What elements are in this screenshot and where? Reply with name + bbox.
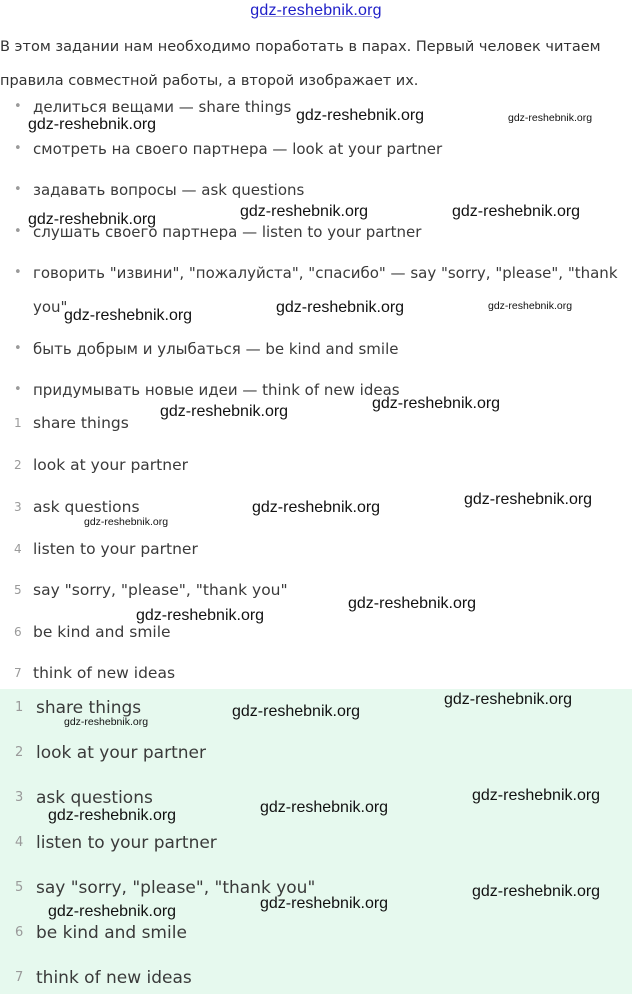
bullet-dot-icon: •: [14, 382, 22, 397]
watermark: gdz-reshebnik.org: [28, 116, 157, 133]
watermark: gdz-reshebnik.org: [260, 895, 389, 912]
item-text: look at your partner: [36, 743, 206, 763]
item-number: 7: [14, 666, 22, 680]
item-text: listen to your partner: [33, 540, 198, 558]
item-text: think of new ideas: [33, 664, 176, 682]
watermark: gdz-reshebnik.org: [452, 203, 581, 220]
item-text: listen to your partner: [36, 833, 217, 853]
bullet-dot-icon: •: [14, 99, 22, 114]
watermark: gdz-reshebnik.org: [296, 107, 425, 124]
item-text: ask questions: [36, 788, 153, 808]
bullet-dot-icon: •: [14, 341, 22, 356]
watermark: gdz-reshebnik.org: [48, 903, 177, 920]
item-number: 4: [14, 542, 22, 556]
item-text: think of new ideas: [36, 968, 192, 988]
bullet-dot-icon: •: [14, 182, 22, 197]
item-text: look at your partner: [33, 456, 188, 474]
item-number: 6: [14, 625, 22, 639]
watermark: gdz-reshebnik.org: [252, 499, 381, 516]
bullet-item: [0, 373, 625, 407]
bullet-text: быть добрым и улыбаться — be kind and smile: [33, 340, 399, 358]
bullet-text: придумывать новые идеи — think of new ideas: [33, 381, 400, 399]
bullet-text: делиться вещами — share things: [33, 98, 292, 116]
item-text: share things: [36, 698, 142, 718]
item-text: ask questions: [33, 498, 140, 516]
watermark: gdz-reshebnik.org: [464, 491, 593, 508]
bullet-dot-icon: •: [14, 224, 22, 239]
item-number: 5: [14, 583, 22, 597]
bullet-dot-icon: •: [14, 265, 22, 280]
item-text: say "sorry, "please", "thank you": [36, 878, 316, 898]
bullet-item: [0, 173, 625, 207]
watermark: gdz-reshebnik.org: [28, 211, 157, 228]
item-number: 2: [14, 458, 22, 472]
watermark: gdz-reshebnik.org: [48, 807, 177, 824]
watermark: gdz-reshebnik.org: [240, 203, 369, 220]
watermark: gdz-reshebnik.org: [488, 300, 573, 312]
item-number: 7: [15, 970, 24, 985]
bullet-item: [0, 332, 625, 366]
watermark: gdz-reshebnik.org: [472, 883, 601, 900]
watermark: gdz-reshebnik.org: [260, 799, 389, 816]
bullet-text: слушать своего партнера — listen to your partner: [33, 223, 422, 241]
watermark: gdz-reshebnik.org: [276, 299, 405, 316]
watermark: gdz-reshebnik.org: [472, 787, 601, 804]
watermark: gdz-reshebnik.org: [348, 595, 477, 612]
watermark: gdz-reshebnik.org: [160, 403, 289, 420]
watermark: gdz-reshebnik.org: [232, 703, 361, 720]
item-text: say "sorry, "please", "thank you": [33, 581, 288, 599]
bullet-item: [0, 132, 625, 166]
item-number: 3: [14, 500, 22, 514]
watermark: gdz-reshebnik.org: [136, 607, 265, 624]
bullet-text: говорить "извини", "пожалуйста", "спасибо" — say "sorry, "please", "thank you": [33, 264, 618, 316]
item-text: be kind and smile: [36, 923, 187, 943]
watermark: gdz-reshebnik.org: [64, 307, 193, 324]
watermark: gdz-reshebnik.org: [372, 395, 501, 412]
bullet-text: задавать вопросы — ask questions: [33, 181, 305, 199]
item-number: 1: [14, 416, 22, 430]
item-number: 6: [15, 925, 24, 940]
watermark: gdz-reshebnik.org: [84, 516, 169, 528]
site-header-link[interactable]: gdz-reshebnik.org: [250, 2, 382, 19]
item-text: share things: [33, 414, 129, 432]
watermark: gdz-reshebnik.org: [508, 112, 593, 124]
answer-panel: [0, 689, 632, 994]
item-number: 1: [15, 700, 24, 715]
item-number: 4: [15, 835, 24, 850]
bullet-dot-icon: •: [14, 141, 22, 156]
task-intro-text: В этом задании нам необходимо поработать в парах. Первый человек читаем правила совместной работы, а второй изображает их.: [0, 39, 601, 89]
item-text: be kind and smile: [33, 623, 171, 641]
watermark: gdz-reshebnik.org: [64, 716, 149, 728]
item-number: 2: [15, 745, 24, 760]
bullet-text: смотреть на своего партнера — look at your partner: [33, 140, 443, 158]
item-number: 5: [15, 880, 24, 895]
watermark: gdz-reshebnik.org: [444, 691, 573, 708]
item-number: 3: [15, 790, 24, 805]
